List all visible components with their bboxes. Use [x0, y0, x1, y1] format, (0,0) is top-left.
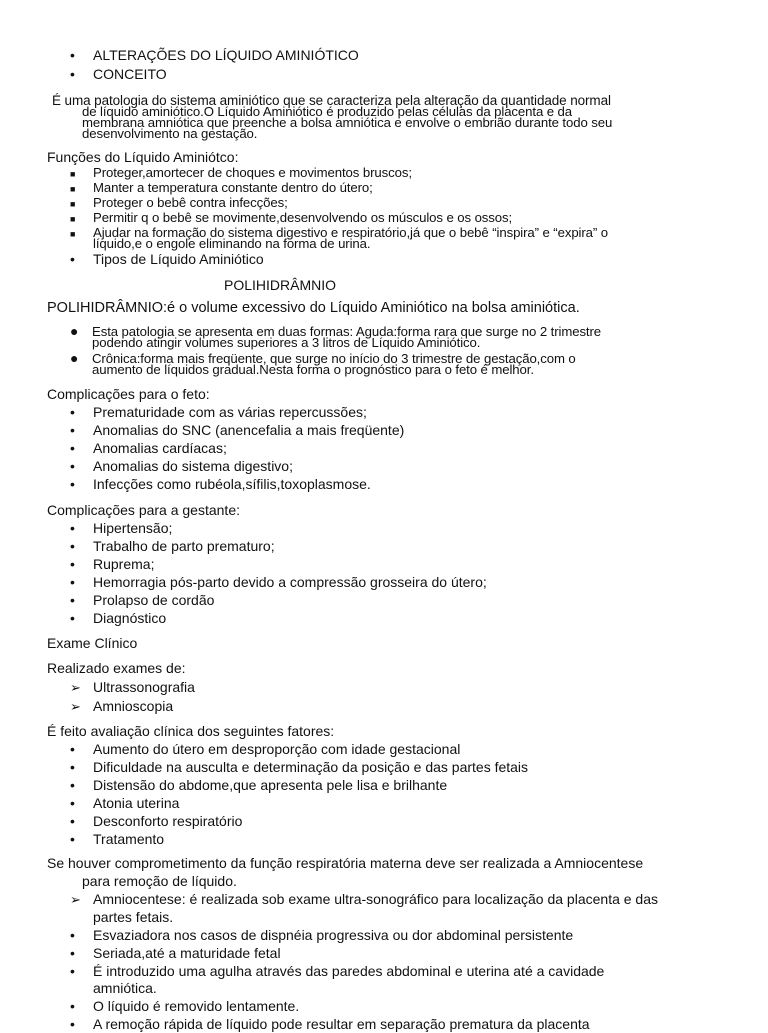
bullet-icon: • [70, 251, 75, 267]
square-bullet-icon: ■ [70, 169, 76, 179]
fetus-heading: Complicações para o feto: [47, 386, 210, 402]
bullet-icon: • [70, 963, 75, 979]
bullet-icon: • [70, 777, 75, 793]
bullet-icon: • [70, 945, 75, 961]
intro-line: membrana amniótica que preenche a bolsa amniótica e envolve o embrião durante todo seu [82, 115, 613, 130]
bullet-icon: • [70, 476, 75, 492]
eval-heading: É feito avaliação clínica dos seguintes fatores: [47, 723, 335, 739]
bullet-icon: • [70, 741, 75, 757]
intro-line: de líquido aminiótico.O Líquido Aminiótico é produzido pelas células da placenta e da [82, 104, 573, 119]
bullet-icon: • [70, 592, 75, 608]
intro-line: É uma patologia do sistema aminiótico que se caracteriza pela alteração da quantidade normal [52, 93, 611, 108]
bullet-icon: ● [70, 323, 79, 339]
bullet-icon: • [70, 610, 75, 626]
bullet-icon: • [70, 538, 75, 554]
bullet-icon: • [70, 66, 75, 82]
arrow-bullet-icon: ➢ [70, 892, 81, 907]
treatment-line: Se houver comprometimento da função respiratória materna deve ser realizada a Amniocentese [47, 855, 644, 871]
square-bullet-icon: ■ [70, 229, 76, 239]
bullet-icon: • [70, 813, 75, 829]
document-page: • ALTERAÇÕES DO LÍQUIDO AMINIÓTICO • CONCEITO É uma patologia do sistema aminiótico que se caracteriza pela alteração da quantidade normal de líquido aminiótico.O Líquido Aminiótico é produzido pelas células da placenta e da membrana amniótica que preenche a bolsa amniótica e envolve o embrião durante todo seu desenvolvimento na gestação. Funções do Líquido Aminiótco: ■ Proteger,amortecer de choques e movimentos bruscos; ■ Manter a temperatura constante dentro do útero; ■ Proteger o bebê contra infecções; ■ Permitir q o bebê se movimente,desenvolvendo os músculos e os ossos; ■ Ajudar na formação do sistema digestivo e respiratório,já que o bebê “inspira” e “expira” o líquido,e o engole eliminando na forma de urina. • Tipos de Líquido Aminiótico POLIHIDRÂMNIO POLIHIDRÂMNIO:é o volume excessivo do Líquido Aminiótico na bolsa aminiótica. ● Esta patologia se apresenta em duas formas: Aguda:forma rara que surge no 2 trimestre podendo atingir volumes superiores a 3 litros de Líquido Aminiótico. ● Crônica:forma mais freqüente, que surge no início do 3 trimestre de gestação,com o aumento de líquidos gradual.Nesta forma o prognóstico para o feto é melhor. Complicações para o feto: • Prematuridade com as várias repercussões; • Anomalias do SNC (anencefalia a mais freqüente) • Anomalias cardíacas; • Anomalias do sistema digestivo; • Infecções como rubéola,sífilis,toxoplasmose. Complicações para a gestante: • Hipertensão; • Trabalho de parto prematuro; • Ruprema; • Hemorragia pós-parto devido a compressão grosseira do útero; • Prolapso de cordão • Diagnóstico Exame Clínico Realizado exames de: ➢ Ultrassonografia ➢ Amnioscopia É feito avaliação clínica dos seguintes fatores: • Aumento do útero em desproporção com idade gestacional • Dificuldade na ausculta e determinação da posição e das partes fetais • Distensão do abdome,que apresenta pele lisa e brilhante • Atonia uterina • Desconforto respiratório • Tratamento Se houver comprometimento da função respiratória materna deve ser realizada a Amniocentese para remoção de líquido. ➢ Amniocentese: é realizada sob exame ultra-sonográfico para localização da placenta e das partes fetais. • Esvaziadora nos casos de dispnéia progressiva ou dor abdominal persistente • Seriada,até a maturidade fetal • É introduzido uma agulha através das paredes abdominal e uterina até a cavidade amniótica. • O líquido é removido lentamente. • A remoção rápida de líquido pode resultar em separação prematura da placenta [47, 47, 659, 1032]
section-title: POLIHIDRÂMNIO [224, 277, 337, 293]
bullet-icon: • [70, 404, 75, 420]
bullet-icon: • [70, 998, 75, 1014]
treatment-line: para remoção de líquido. [82, 873, 237, 889]
functions-heading: Funções do Líquido Aminiótco: [47, 149, 239, 165]
definition: POLIHIDRÂMNIO:é o volume excessivo do Líquido Aminiótico na bolsa aminiótica. [47, 300, 580, 316]
bullet-icon: • [70, 556, 75, 572]
bullet-icon: • [70, 759, 75, 775]
exams-heading: Realizado exames de: [47, 660, 186, 676]
list-item-continuation: líquido,e o engole eliminando na forma de urina. [93, 236, 371, 251]
bullet-icon: • [70, 574, 75, 590]
bullet-icon: ● [70, 350, 79, 366]
square-bullet-icon: ■ [70, 184, 76, 194]
arrow-bullet-icon: ➢ [70, 699, 81, 714]
intro-line: desenvolvimento na gestação. [82, 126, 258, 141]
exam-heading: Exame Clínico [47, 635, 138, 651]
list-item-continuation: aumento de líquidos gradual.Nesta forma o prognóstico para o feto é melhor. [92, 362, 534, 377]
bullet-icon: • [70, 831, 75, 847]
list-item-continuation: partes fetais. [93, 909, 174, 925]
bullet-icon: • [70, 520, 75, 536]
arrow-bullet-icon: ➢ [70, 680, 81, 695]
square-bullet-icon: ■ [70, 214, 76, 224]
bullet-icon: • [70, 458, 75, 474]
square-bullet-icon: ■ [70, 199, 76, 209]
mother-heading: Complicações para a gestante: [47, 502, 240, 518]
bullet-icon: • [70, 422, 75, 438]
list-item-continuation: podendo atingir volumes superiores a 3 litros de Líquido Aminiótico. [92, 335, 481, 350]
bullet-icon: • [70, 927, 75, 943]
bullet-icon: • [70, 795, 75, 811]
list-item-continuation: amniótica. [93, 980, 157, 996]
bullet-icon: • [70, 47, 75, 63]
bullet-icon: • [70, 440, 75, 456]
bullet-icon: • [70, 1016, 75, 1032]
